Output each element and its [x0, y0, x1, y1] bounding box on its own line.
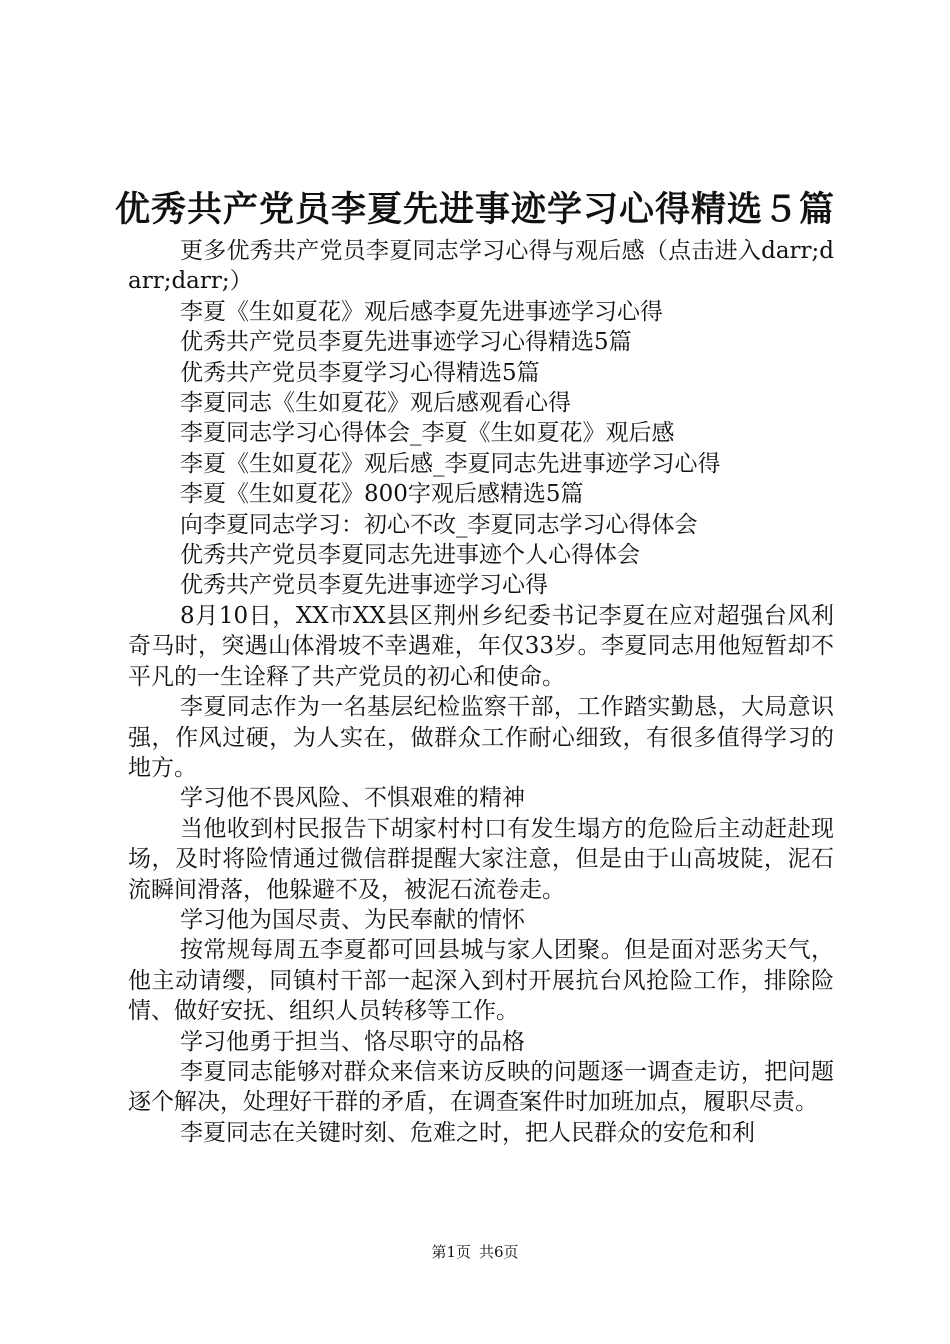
paragraph: 李夏同志《生如夏花》观后感观看心得 — [180, 390, 571, 417]
section-heading: 学习他不畏风险、不惧艰难的精神 — [180, 785, 525, 812]
paragraph: 李夏同志作为一名基层纪检监察干部，工作踏实勤恳，大局意识强，作风过硬，为人实在，做群众工作耐心细致，有很多值得学习的地方。 — [128, 694, 834, 781]
paragraph: 李夏《生如夏花》800字观后感精选5篇 — [180, 481, 584, 508]
paragraph: 优秀共产党员李夏学习心得精选5篇 — [180, 359, 540, 386]
paragraph: 李夏《生如夏花》观后感_李夏同志先进事迹学习心得 — [180, 450, 721, 477]
paragraph: 按常规每周五李夏都可回县城与家人团聚。但是面对恶劣天气，他主动请缨，同镇村干部一起深入到村开展抗台风抢险工作，排除险情、做好安抚、组织人员转移等工作。 — [128, 937, 834, 1025]
paragraph: 优秀共产党员李夏同志先进事迹个人心得体会 — [180, 542, 640, 569]
page-footer — [0, 1242, 950, 1262]
document-title: 优秀共产党员李夏先进事迹学习心得精选５篇 — [114, 190, 835, 230]
paragraph: 李夏《生如夏花》观后感李夏先进事迹学习心得 — [180, 298, 663, 325]
paragraph: 更多优秀共产党员李夏同志学习心得与观后感（点击进入darr;darr;darr;） — [128, 238, 834, 295]
paragraph: 8月10日，XX市XX县区荆州乡纪委书记李夏在应对超强台风利奇马时，突遇山体滑坡不幸遇难，年仅33岁。李夏同志用他短暂却不平凡的一生诠释了共产党员的初心和使命。 — [128, 602, 834, 690]
paragraph: 李夏同志在关键时刻、危难之时，把人民群众的安危和利 — [180, 1119, 755, 1146]
page-total: 共6页 — [479, 1243, 519, 1261]
paragraph: 优秀共产党员李夏先进事迹学习心得 — [180, 572, 548, 599]
paragraph: 李夏同志学习心得体会_李夏《生如夏花》观后感 — [180, 420, 675, 447]
paragraph: 李夏同志能够对群众来信来访反映的问题逐一调查走访，把问题逐个解决，处理好干群的矛盾，在调查案件时加班加点，履职尽责。 — [128, 1058, 834, 1116]
page-number: 第1页 — [431, 1243, 471, 1261]
section-heading: 学习他勇于担当、恪尽职守的品格 — [180, 1028, 525, 1055]
paragraph: 向李夏同志学习：初心不改_李夏同志学习心得体会 — [180, 511, 698, 538]
section-heading: 学习他为国尽责、为民奉献的情怀 — [180, 906, 525, 933]
document-body — [128, 236, 834, 1148]
paragraph: 当他收到村民报告下胡家村村口有发生塌方的危险后主动赶赴现场，及时将险情通过微信群提醒大家注意，但是由于山高坡陡，泥石流瞬间滑落，他躲避不及，被泥石流卷走。 — [128, 815, 834, 903]
paragraph: 优秀共产党员李夏先进事迹学习心得精选5篇 — [180, 329, 632, 356]
